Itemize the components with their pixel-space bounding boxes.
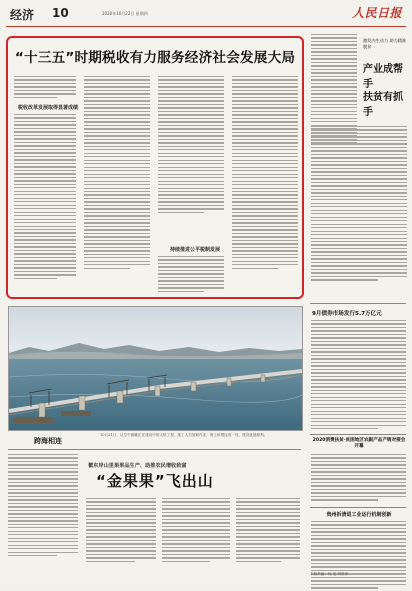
bridge-photo bbox=[8, 306, 303, 431]
section-divider bbox=[8, 449, 301, 450]
lower-story-column-1 bbox=[86, 498, 156, 564]
news-title-3: 贵州拆清退工业运行机制创新 bbox=[326, 512, 392, 518]
sidebar-headline-a: 产业成帮手 bbox=[363, 64, 403, 90]
sidebar-story bbox=[311, 30, 407, 299]
feature-column-4 bbox=[232, 76, 298, 271]
highlighted-feature-article bbox=[6, 36, 304, 299]
lower-left-column bbox=[8, 454, 78, 559]
right-column-divider bbox=[310, 303, 406, 304]
page-number: 10 bbox=[52, 6, 69, 20]
feature-column-1b bbox=[14, 114, 76, 281]
sidebar-kicker: 激发内生动力 助力精准脱贫 bbox=[363, 38, 407, 49]
feature-column-3 bbox=[158, 76, 224, 215]
right-column-divider-2 bbox=[310, 434, 406, 435]
feature-column-3b bbox=[158, 256, 224, 294]
feature-column-2 bbox=[84, 76, 150, 271]
lower-story-column-2 bbox=[162, 498, 230, 564]
lower-story-kicker: 瞿东岸山里果果品生产、助推农民增收致富 bbox=[88, 463, 187, 469]
issue-date: 2020年10月22日 星期四 bbox=[102, 11, 148, 16]
lower-story-column-3 bbox=[236, 498, 300, 564]
feature-subhead-1: 税收改革发展取得显著成绩 bbox=[18, 105, 79, 111]
news-body-3 bbox=[311, 521, 406, 591]
news-title-2: 2020消费扶贫·贫困地区农副产品产销对接会开幕 bbox=[312, 438, 406, 449]
sidebar-headline-b: 扶贫有抓手 bbox=[363, 92, 403, 118]
lower-story-headline: “金果果”飞出山 bbox=[96, 472, 214, 490]
photo-caption-title: 跨海相连 bbox=[34, 437, 62, 445]
feature-headline: “十三五”时期税收有力服务经济社会发展大局 bbox=[14, 50, 296, 66]
page-masthead bbox=[6, 4, 406, 27]
photo-caption-text: 10月21日，从空中俯瞰正在建设中的大桥工程，施工人员加紧作业，海上桥墩连成一线，建设进展顺利。 bbox=[100, 433, 268, 437]
right-column-divider-3 bbox=[310, 507, 406, 508]
feature-column-1 bbox=[14, 76, 76, 100]
section-name: 经济 bbox=[10, 8, 35, 22]
news-body-1 bbox=[311, 320, 406, 432]
sidebar-text-lower bbox=[311, 126, 407, 283]
news-body-2 bbox=[311, 454, 406, 503]
feature-subhead-2: 持续推进公平税制发展 bbox=[170, 247, 221, 253]
news-title-1: 9月债券市场发行5.7万亿元 bbox=[312, 311, 382, 317]
newspaper-logo: 人民日报 bbox=[351, 6, 402, 20]
page-footer: 本版责编：杨 旭 刘维涛 bbox=[310, 572, 349, 576]
bridge-photo-image bbox=[9, 307, 302, 430]
